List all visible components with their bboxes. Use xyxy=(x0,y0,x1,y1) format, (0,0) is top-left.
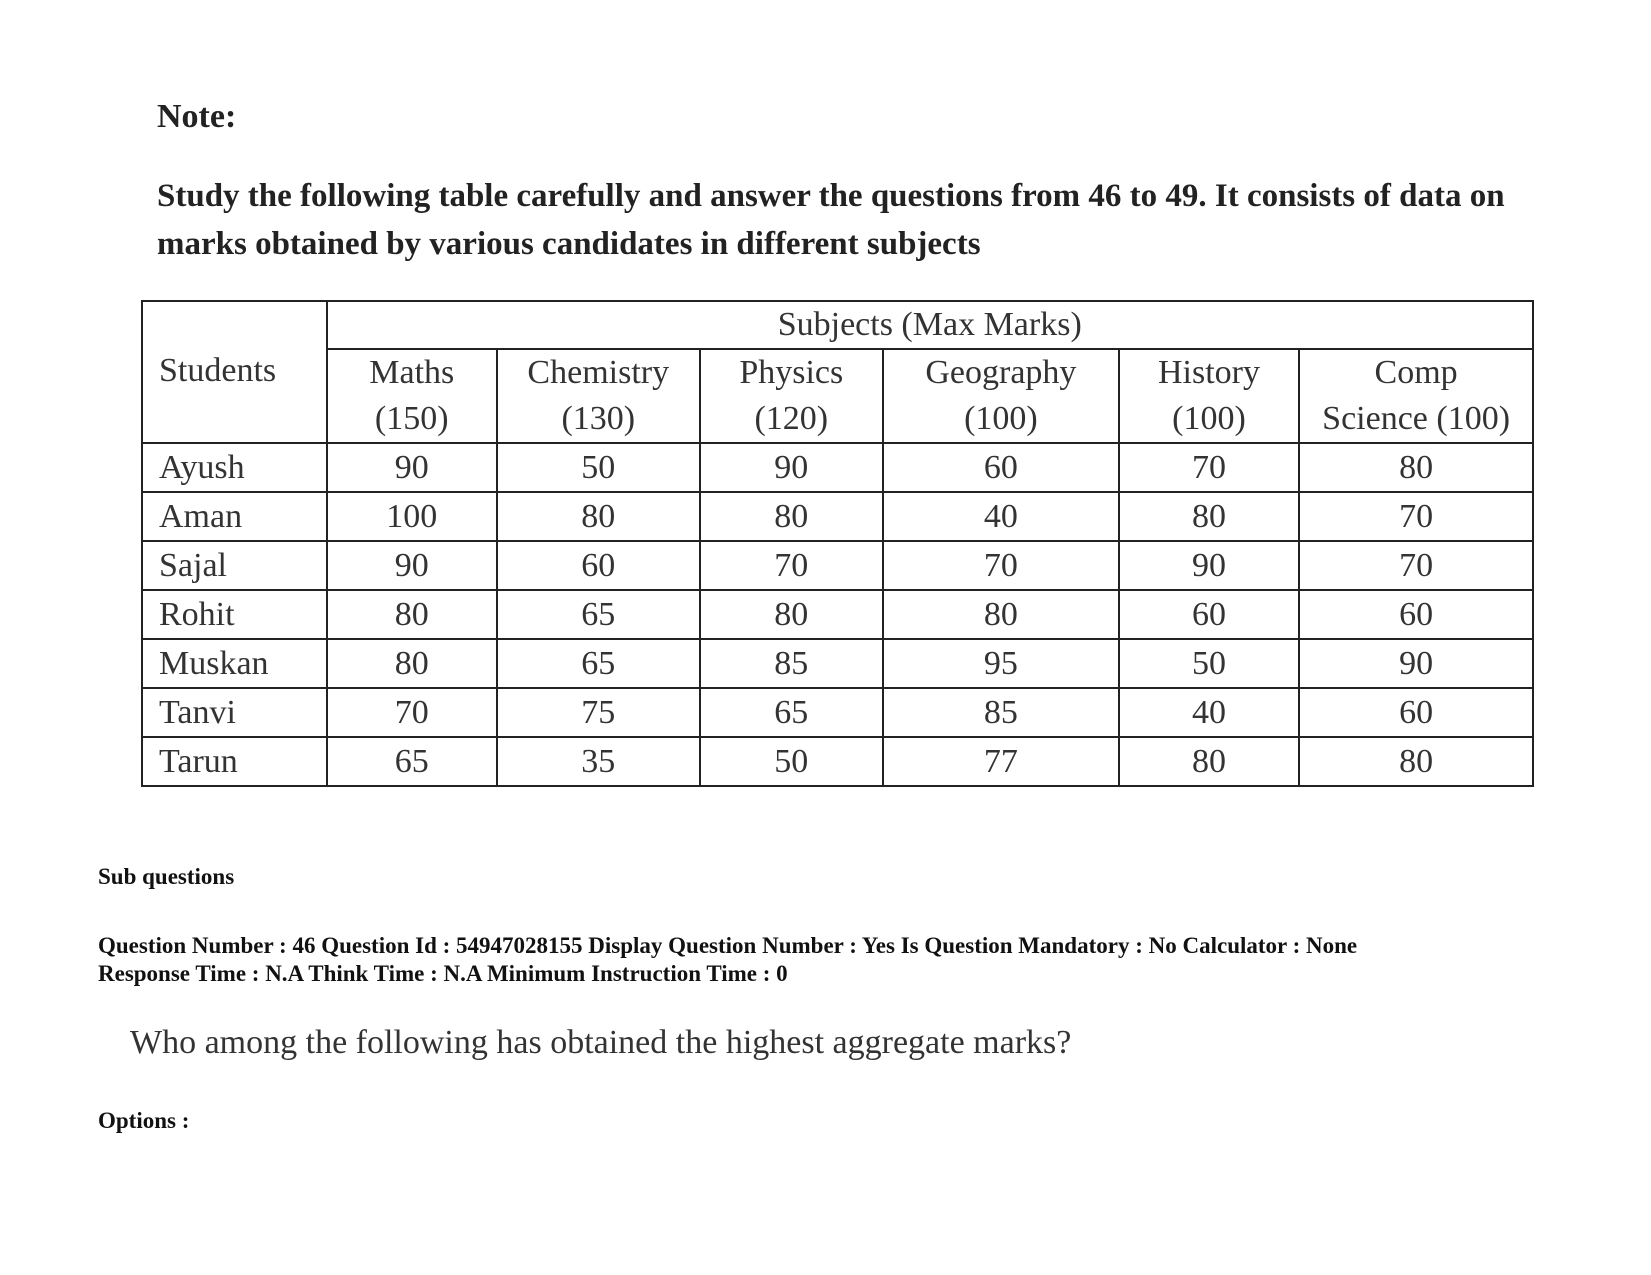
mark-cell: 50 xyxy=(497,443,700,492)
mark-cell: 65 xyxy=(497,590,700,639)
mark-cell: 80 xyxy=(883,590,1119,639)
mark-cell: 100 xyxy=(327,492,497,541)
note-title: Note: xyxy=(157,98,237,135)
mark-cell: 80 xyxy=(700,492,884,541)
column-header: Physics (120) xyxy=(700,349,884,443)
marks-table xyxy=(141,300,1534,787)
mark-cell: 80 xyxy=(1119,492,1300,541)
mark-cell: 70 xyxy=(700,541,884,590)
mark-cell: 95 xyxy=(883,639,1119,688)
mark-cell: 80 xyxy=(1119,737,1300,786)
mark-cell: 50 xyxy=(1119,639,1300,688)
student-name: Tarun xyxy=(142,737,327,786)
mark-cell: 85 xyxy=(700,639,884,688)
mark-cell: 70 xyxy=(1299,541,1533,590)
passage-text: Study the following table carefully and answer the questions from 46 to 49. It consists of data on marks obtained by various candidates in different subjects xyxy=(157,178,1505,262)
mark-cell: 70 xyxy=(1119,443,1300,492)
mark-cell: 90 xyxy=(700,443,884,492)
mark-cell: 70 xyxy=(327,688,497,737)
student-name: Rohit xyxy=(142,590,327,639)
mark-cell: 80 xyxy=(1299,443,1533,492)
column-header: Chemistry (130) xyxy=(497,349,700,443)
mark-cell: 60 xyxy=(497,541,700,590)
mark-cell: 60 xyxy=(883,443,1119,492)
mark-cell: 65 xyxy=(700,688,884,737)
mark-cell: 77 xyxy=(883,737,1119,786)
mark-cell: 80 xyxy=(327,639,497,688)
column-header: History (100) xyxy=(1119,349,1300,443)
sub-questions-label: Sub questions xyxy=(98,864,235,889)
subjects-group-header: Subjects (Max Marks) xyxy=(327,301,1533,349)
mark-cell: 85 xyxy=(883,688,1119,737)
mark-cell: 90 xyxy=(1299,639,1533,688)
table-row xyxy=(142,639,1533,688)
mark-cell: 75 xyxy=(497,688,700,737)
column-header: Comp Science (100) xyxy=(1299,349,1533,443)
mark-cell: 50 xyxy=(700,737,884,786)
student-name: Aman xyxy=(142,492,327,541)
mark-cell: 60 xyxy=(1299,688,1533,737)
mark-cell: 80 xyxy=(497,492,700,541)
mark-cell: 80 xyxy=(327,590,497,639)
mark-cell: 35 xyxy=(497,737,700,786)
question-meta-line2: Response Time : N.A Think Time : N.A Minimum Instruction Time : 0 xyxy=(98,961,788,986)
table-row xyxy=(142,590,1533,639)
mark-cell: 90 xyxy=(327,541,497,590)
column-header: Maths (150) xyxy=(327,349,497,443)
subject-header-row xyxy=(142,349,1533,443)
table-row xyxy=(142,443,1533,492)
mark-cell: 70 xyxy=(1299,492,1533,541)
table-row xyxy=(142,737,1533,786)
mark-cell: 70 xyxy=(883,541,1119,590)
student-name: Tanvi xyxy=(142,688,327,737)
question-meta xyxy=(98,932,1618,988)
student-name: Ayush xyxy=(142,443,327,492)
question-text: Who among the following has obtained the highest aggregate marks? xyxy=(130,1024,1072,1061)
mark-cell: 90 xyxy=(327,443,497,492)
mark-cell: 60 xyxy=(1299,590,1533,639)
mark-cell: 40 xyxy=(883,492,1119,541)
mark-cell: 40 xyxy=(1119,688,1300,737)
table-row xyxy=(142,541,1533,590)
student-name: Sajal xyxy=(142,541,327,590)
students-header: Students xyxy=(142,301,327,443)
options-label: Options : xyxy=(98,1108,190,1133)
question-meta-line1: Question Number : 46 Question Id : 54947028155 Display Question Number : Yes Is Question Mandatory : No Calculator : None xyxy=(98,933,1358,958)
mark-cell: 80 xyxy=(1299,737,1533,786)
mark-cell: 60 xyxy=(1119,590,1300,639)
mark-cell: 65 xyxy=(497,639,700,688)
table-row xyxy=(142,492,1533,541)
mark-cell: 80 xyxy=(700,590,884,639)
mark-cell: 90 xyxy=(1119,541,1300,590)
student-name: Muskan xyxy=(142,639,327,688)
table-header-row xyxy=(142,301,1533,349)
column-header: Geography (100) xyxy=(883,349,1119,443)
table-row xyxy=(142,688,1533,737)
mark-cell: 65 xyxy=(327,737,497,786)
